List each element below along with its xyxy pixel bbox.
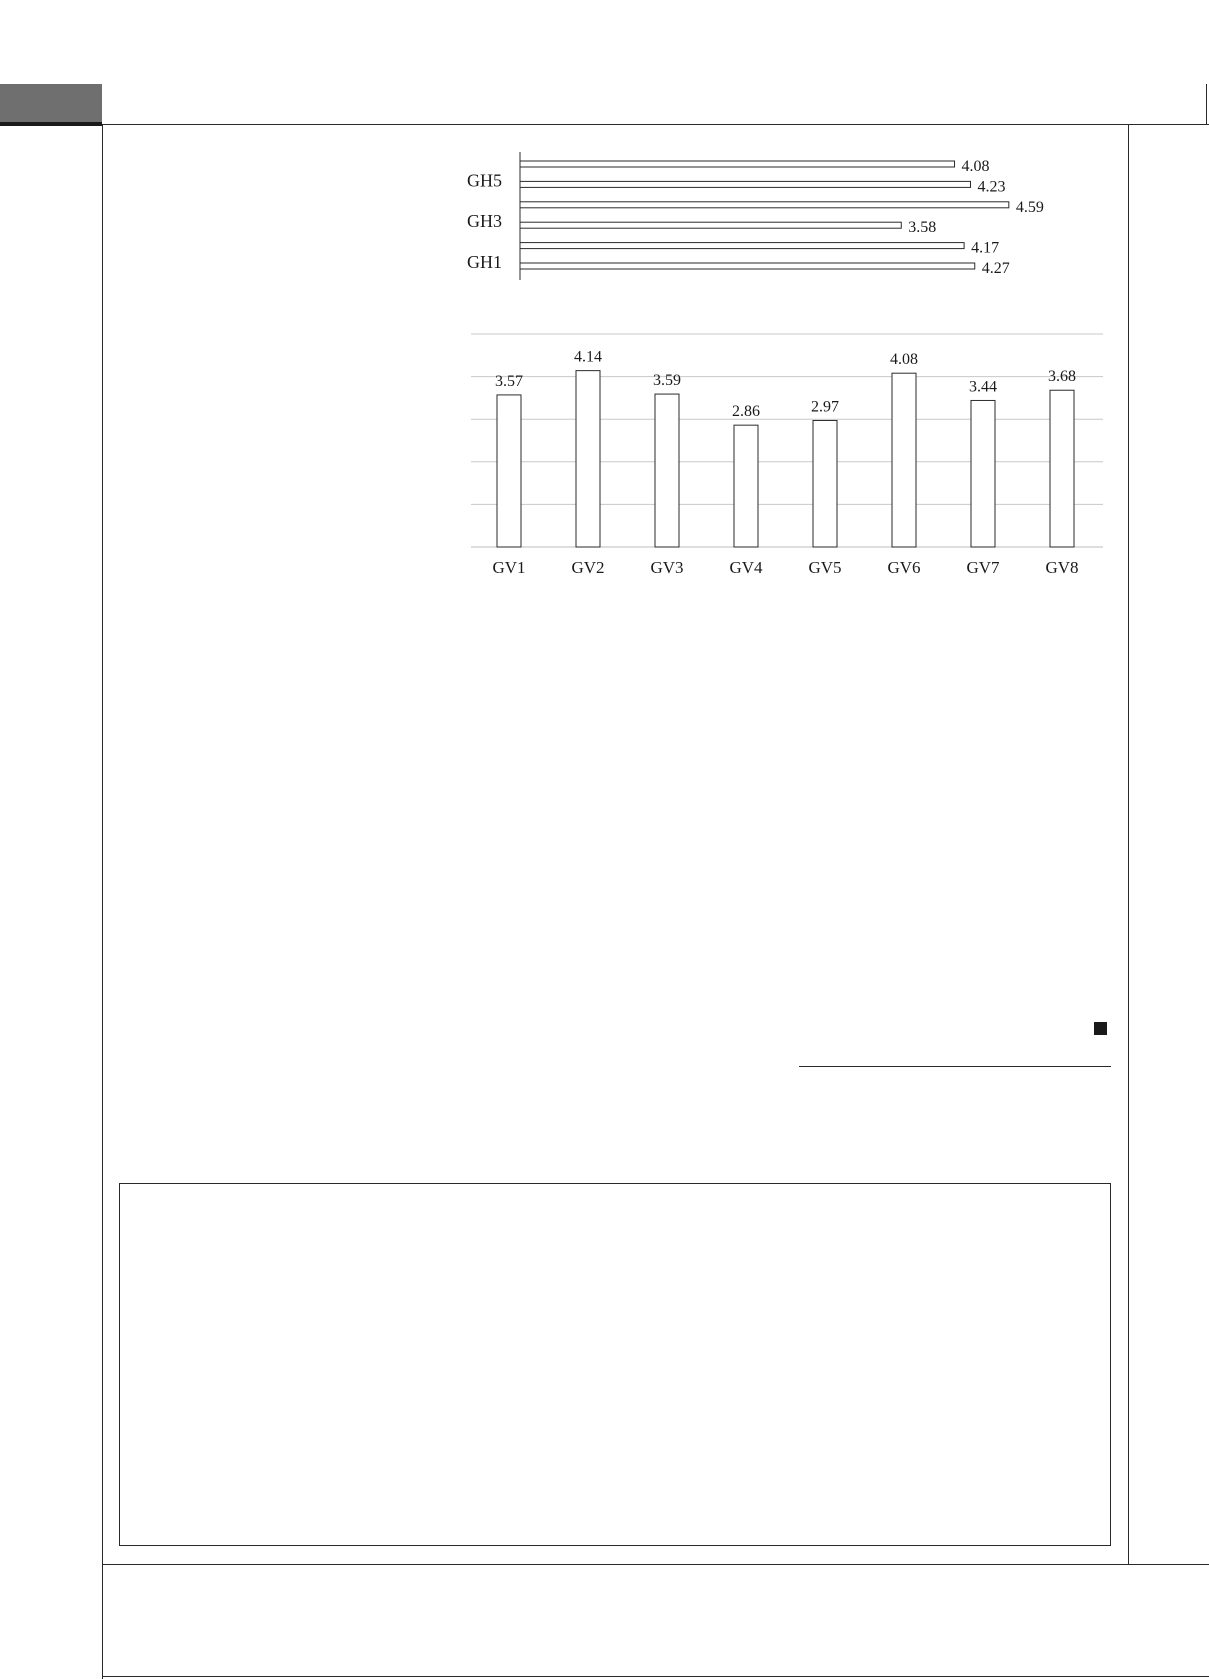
vbar-gv2 [576, 371, 600, 547]
hbar-value-label: 3.58 [908, 219, 937, 237]
vbar-gv8 [1050, 390, 1074, 547]
vbar-gv3 [655, 394, 679, 547]
hbar-3 [520, 222, 901, 228]
hbar-5 [520, 181, 970, 187]
vbar-category-label: GV3 [650, 558, 684, 577]
hbar-value-label: 4.59 [1015, 198, 1044, 216]
vbar-gv7 [971, 400, 995, 547]
horizontal-bar-chart [0, 0, 1209, 300]
hbar-tick-label: GH1 [467, 252, 502, 272]
hbar-6 [520, 161, 955, 167]
vbar-gv5 [813, 420, 837, 547]
hbar-value-label: 4.27 [981, 260, 1010, 277]
vbar-value-label: 3.68 [1048, 368, 1076, 386]
vbar-value-label: 4.08 [890, 351, 918, 369]
bottom-text-box [119, 1183, 1111, 1546]
vbar-gv6 [892, 373, 916, 547]
vbar-category-label: GV4 [729, 558, 763, 577]
footnote-rule [799, 1066, 1111, 1067]
vbar-category-label: GV8 [1045, 558, 1079, 577]
vbar-value-label: 3.44 [969, 378, 997, 396]
vbar-value-label: 2.97 [811, 398, 839, 416]
vbar-gv1 [497, 395, 521, 547]
vbar-category-label: GV6 [887, 558, 921, 577]
hbar-value-label: 4.23 [977, 178, 1006, 196]
vbar-value-label: 3.59 [653, 372, 681, 390]
hbar-tick-label: GH3 [467, 211, 502, 232]
vbar-category-label: GV7 [966, 558, 1000, 577]
vertical-bar-chart [0, 300, 1209, 600]
vbar-value-label: 4.14 [574, 348, 602, 366]
vbar-category-label: GV5 [808, 558, 842, 577]
vbar-value-label: 2.86 [732, 403, 760, 421]
end-of-article-mark [1094, 1022, 1107, 1035]
vbar-category-label: GV1 [492, 558, 526, 577]
hbar-4 [520, 202, 1009, 208]
hbar-tick-label: GH5 [467, 170, 502, 191]
vbar-gv4 [734, 425, 758, 547]
hbar-2 [520, 243, 964, 249]
hbar-value-label: 4.17 [971, 239, 1000, 257]
footer-rule [102, 1564, 1209, 1565]
hbar-1 [520, 263, 975, 269]
bottom-rule [102, 1676, 1209, 1677]
vbar-value-label: 3.57 [495, 372, 523, 390]
vbar-category-label: GV2 [571, 558, 605, 577]
hbar-value-label: 4.08 [961, 158, 990, 175]
